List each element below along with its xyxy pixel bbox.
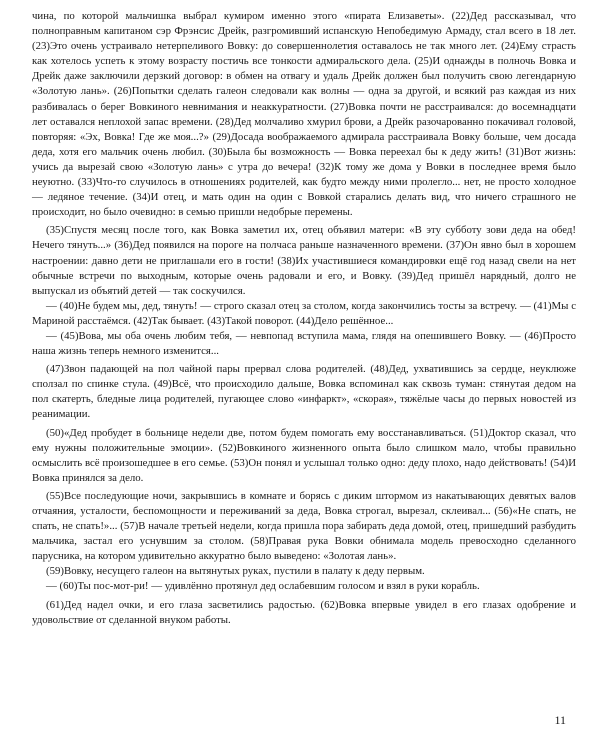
paragraph-1: чина, по которой мальчишка выбрал кумиром именно этого «пирата Елизаветы». (22)Дед рассказывал, что полноправным капитаном сэр Фрэнсис Дрейк, разгромивший испанскую Непобедимую Армаду, стал всего в 18 лет. (23)Это очень устраивало нетерпеливого Вовку: до совершеннолетия оставалось не так много лет. (24)Ему страсть как хотелось успеть к этому возрасту постичь все тонкости адмиральского дела. (25)И однажды в полночь Вовка и Дрейк даже заключили дерзкий договор: в обмен на отвагу и удаль Дрейк должен был получить свою легендарную «Золотую лань». (26)Попытки сделать галеон следовали как волны — одна за другой, и всякий раз каждая из них разбивалась о берег Вовкиного невнимания и неаккуратности. (27)Вовка почти не расстраивался: до восемнадцати лет оставался неплохой запас времени. (28)Дед молчаливо хмурил брови, а Дрейк разочарованно покачивал головой, повторяя: «Эх, Вовка! Где же моя...?» (29)Досада воображаемого адмирала расстраивала Вовку больше, чем досада деда, хотя его мальчик очень любил. (30)Была бы возможность — Вовка переехал бы к деду жить! (31)Вот жизнь: учись да вырезай свою «Золотую лань» с утра до вечера! (32)К тому же дома у Вовки в последнее время было неуютно. (33)Что-то случилось в отношениях родителей, как будто между ними пролегло... нет, не просто холодное — ледяное течение. (34)И отец, и мать один на один с Вовкой старались делать вид, что ничего страшного не происходит, но было очевидно: в семью пришли недобрые перемены. xyxy=(32,10,576,219)
paragraph-4: — (45)Вова, мы оба очень любим тебя, — невпопад вступила мама, глядя на опешившего Вовку. — (46)Просто наша жизнь теперь немного изменится... xyxy=(32,329,576,358)
paragraph-7: (55)Все последующие ночи, закрывшись в комнате и борясь с диким штормом из накатывающих девятых валов отчаяния, усталости, беспомощности и переживаний за деда, Вовка строгал, вырезал, склеивал... (56)«Не спать, не спать, не спать!»... (57)В начале третьей недели, когда пришла пора забирать деда домой, отец, пришедший разбудить мальчика, застал его уснувшим за столом. (58)Правая рука Вовки обнимала модель превосходно сделанного парусника, на котором удивительно аккуратно было выведено: «Золотая лань». xyxy=(32,489,576,563)
paragraph-8: (59)Вовку, несущего галеон на вытянутых руках, пустили в палату к деду первым. xyxy=(46,565,425,578)
paragraph-2: (35)Спустя месяц после того, как Вовка заметил их, отец объявил матери: «В эту субботу зови деда на обед! Нечего тянуть...» (36)Дед появился на пороге на полчаса раньше назначенного времени. (37)Он явно был в хорошем настроении: давно дети не приглашали его в гости! (38)Их участившиеся командировки ещё год назад свели на нет обычные встречи по выходным, которые очень радовали и его, и Вовку. (39)Дед пришёл нарядный, долго не выпускал из объятий детей — так соскучился. xyxy=(32,224,576,297)
paragraph-6: (50)«Дед пробудет в больнице недели две, потом будем помогать ему восстанавливаться. (51)Доктор сказал, что ему нужны положительные эмоции». (52)Вовкиного жизненного опыта было слишком мало, чтобы правильно осмыслить всё произошедшее в его семье. (53)Он понял и услышал только одно: деду плохо, надо действовать! (54)И Вовка принялся за дело. xyxy=(32,426,576,484)
paragraph-3: — (40)Не будем мы, дед, тянуть! — строго сказал отец за столом, когда закончились тосты за встречу. — (41)Мы с Мариной расстаёмся. (42)Так бывает. (43)Такой поворот. (44)Дело решённое... xyxy=(32,299,576,327)
paragraph-5: (47)Звон падающей на пол чайной пары прервал слова родителей. (48)Дед, ухватившись за сердце, неуклюже сползал по спинке стула. (49)Всё, что происходило дальше, Вовка вспоминал как сквозь туман: стянутая дедом на пол скатерть, бледные лица родителей, пугающее слово «инфаркт», «скорая», тяжёлые часы до первых новостей из реанимации. xyxy=(32,363,576,421)
paragraph-10: (61)Дед надел очки, и его глаза засветились радостью. (62)Вовка впервые увидел в его глазах одобрение и удовольствие от сделанной внуком работы. xyxy=(32,598,576,626)
page-number: 11 xyxy=(554,713,566,727)
paragraph-9: — (60)Ты пос-мот-ри! — удивлённо протянул дед ослабевшим голосом и взял в руки корабль. xyxy=(46,580,480,593)
